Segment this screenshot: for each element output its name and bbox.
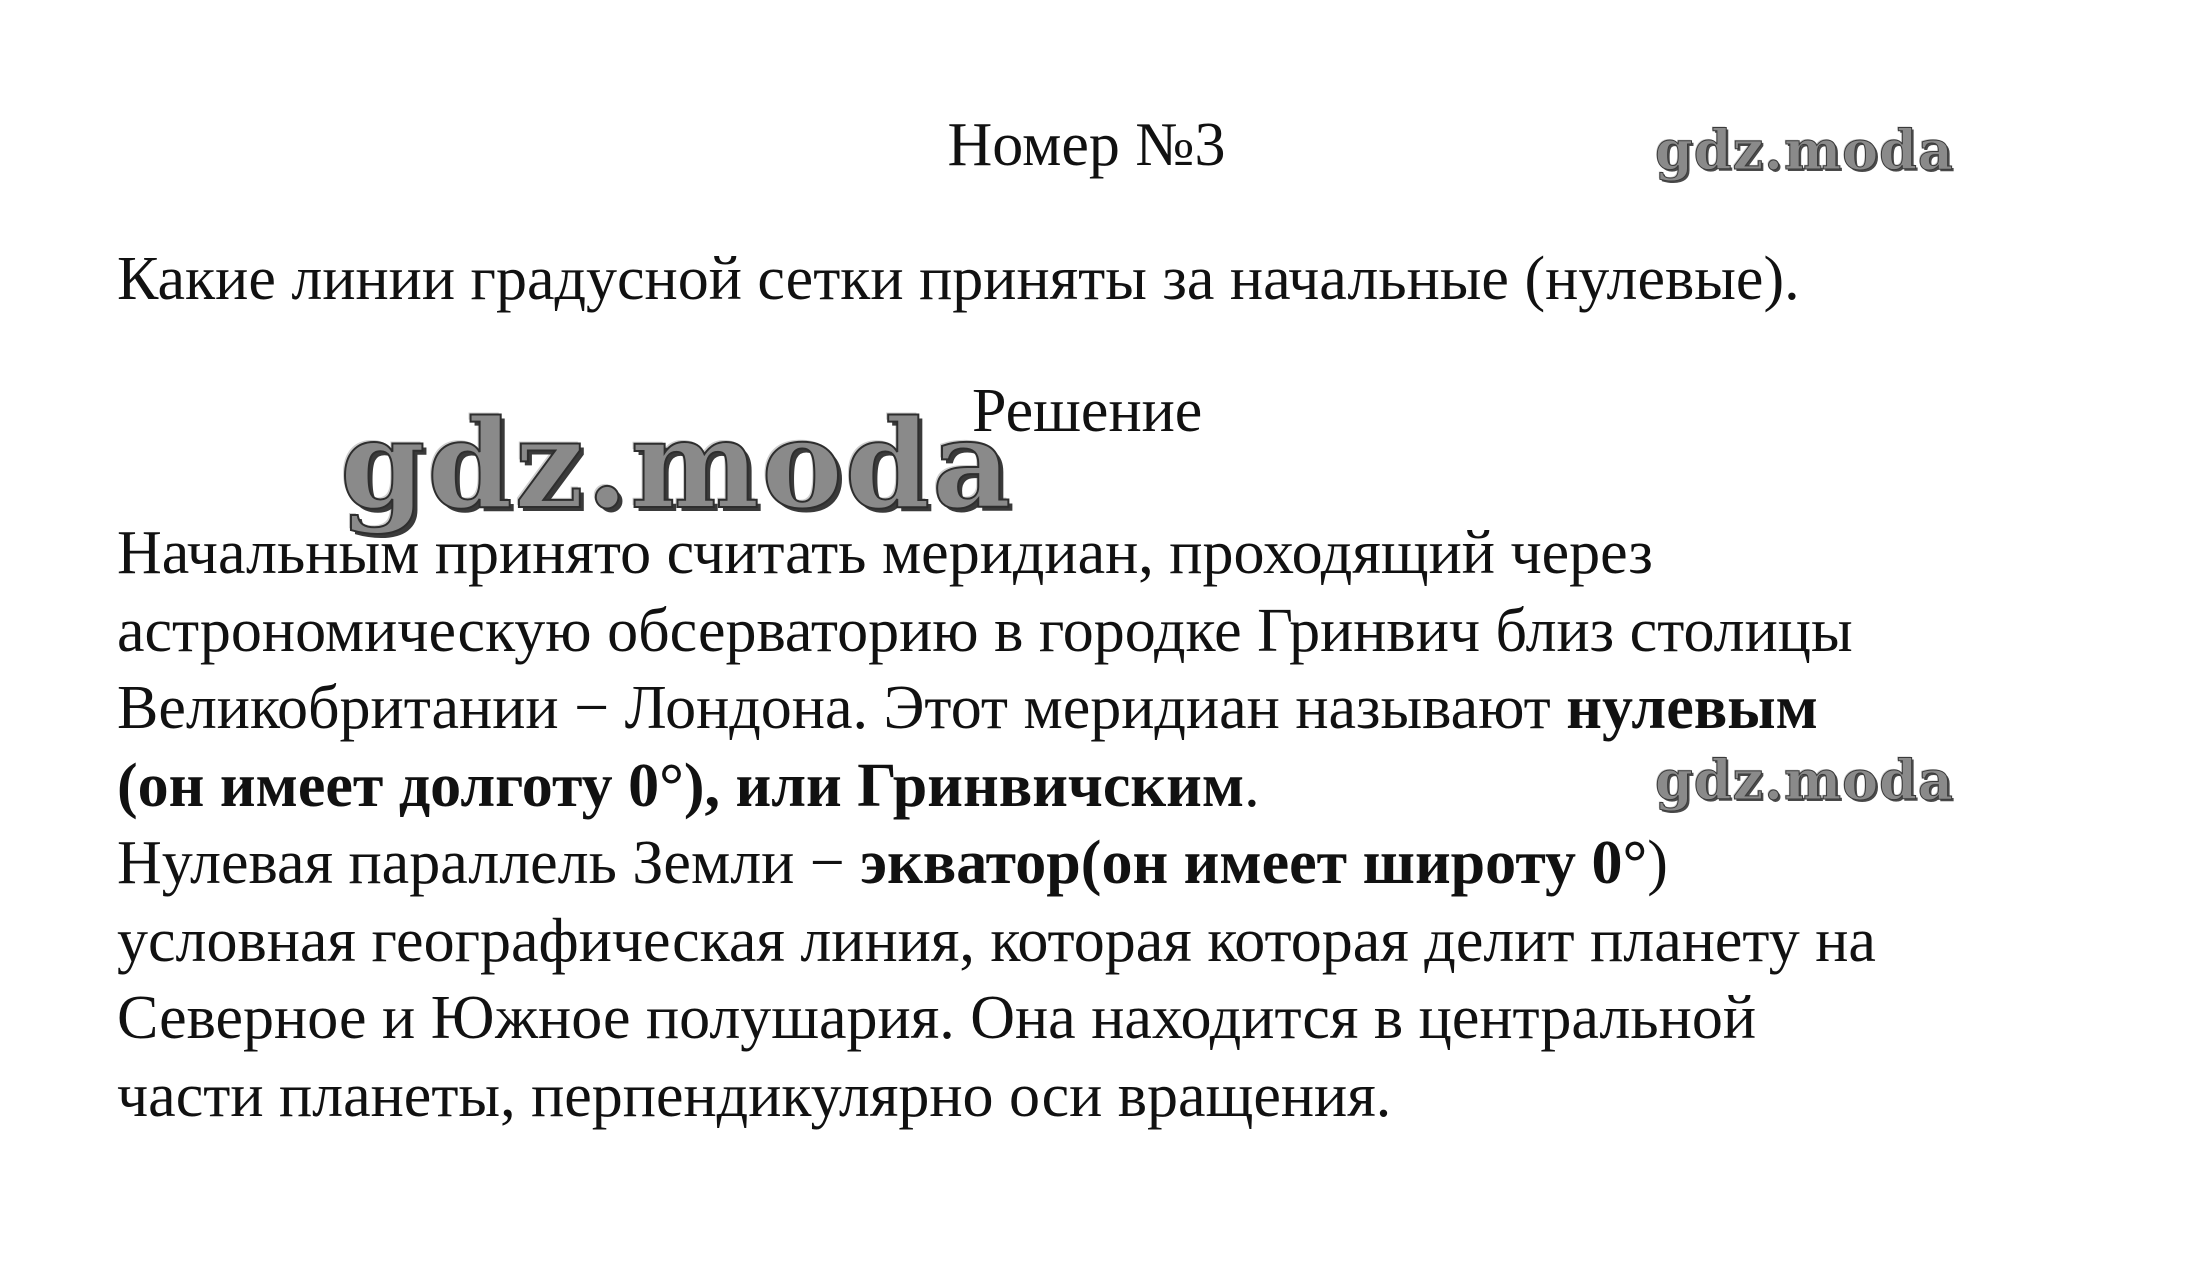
answer-line-5: [117, 825, 2177, 903]
answer-line-1: Начальным принято считать меридиан, проходящий через: [117, 519, 1653, 587]
answer-line-4-bold: (он имеет долготу 0°), или Гринвичским: [117, 751, 1245, 820]
watermark-large: gdz.moda: [340, 392, 1014, 536]
answer-line-3-text: Великобритании − Лондона. Этот меридиан называют: [117, 674, 1567, 742]
answer-text: [117, 515, 2177, 1135]
answer-line-5-end: ): [1647, 829, 1668, 897]
watermark-top: gdz.moda: [1655, 118, 1954, 182]
question-text: Какие линии градусной сетки приняты за начальные (нулевые).: [117, 245, 1800, 313]
answer-line-8: части планеты, перпендикулярно оси вращения.: [117, 1061, 1392, 1130]
answer-line-5-bold: экватор(он имеет широту 0°: [860, 829, 1648, 897]
answer-line-3-bold: нулевым: [1566, 674, 1818, 742]
answer-line-4: [117, 748, 2177, 826]
answer-line-5-text: Нулевая параллель Земли −: [117, 829, 861, 897]
answer-line-4-text: .: [1244, 751, 1260, 820]
page-title: Номер №3: [947, 111, 1226, 179]
answer-line-7: Северное и Южное полушария. Она находится в центральной: [117, 984, 1757, 1052]
answer-line-3: [117, 670, 2177, 748]
watermark-middle: gdz.moda: [1655, 748, 1954, 812]
answer-line-6: условная географическая линия, которая которая делит планету на: [117, 906, 1876, 975]
solution-heading: Решение: [972, 377, 1203, 445]
answer-line-2: астрономическую обсерваторию в городке Гринвич близ столицы: [117, 596, 1853, 665]
